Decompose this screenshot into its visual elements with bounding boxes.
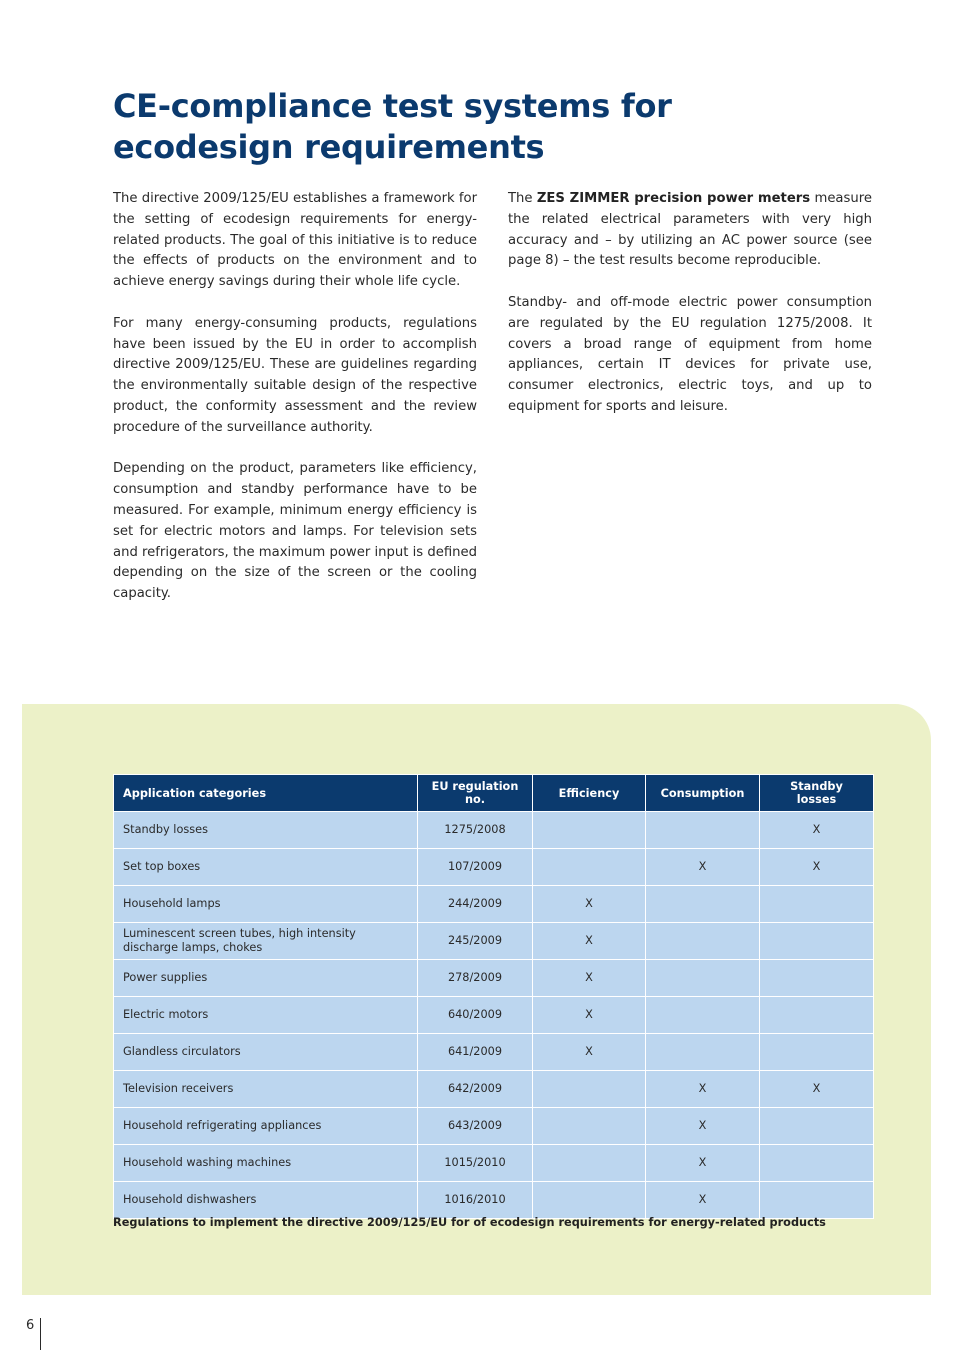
consumption-cell bbox=[646, 812, 760, 849]
regulations-paragraph: For many energy-consuming products, regulations have been issued by the EU in order to accomplish directive 2009/125/EU. These are guidelines regarding the environmentally suitable design of the respective product, the conformity assessment and the review procedure of the surveillance authority. bbox=[113, 315, 477, 435]
standby-cell bbox=[760, 1182, 874, 1219]
category-cell: Set top boxes bbox=[114, 849, 418, 886]
efficiency-cell: X bbox=[533, 960, 646, 997]
efficiency-cell: X bbox=[533, 886, 646, 923]
consumption-cell bbox=[646, 960, 760, 997]
consumption-cell: X bbox=[646, 1145, 760, 1182]
regulation-cell: 640/2009 bbox=[418, 997, 533, 1034]
category-cell: Power supplies bbox=[114, 960, 418, 997]
regulation-cell: 244/2009 bbox=[418, 886, 533, 923]
efficiency-cell: X bbox=[533, 1034, 646, 1071]
product-name: ZES ZIMMER precision power meters bbox=[536, 191, 811, 206]
standby-cell: X bbox=[760, 812, 874, 849]
table-header-row bbox=[114, 775, 874, 812]
table-row bbox=[114, 1182, 874, 1219]
efficiency-cell bbox=[533, 1108, 646, 1145]
table-caption: Regulations to implement the directive 2009/125/EU for of ecodesign requirements for energy-related products bbox=[113, 1216, 826, 1229]
table-row bbox=[114, 1145, 874, 1182]
table-row bbox=[114, 886, 874, 923]
power-meters-rest: measure the related electrical parameters with very high accuracy and – by utilizing an AC power source (see page 8) – the test results become reproducible. bbox=[508, 191, 872, 269]
regulations-table bbox=[113, 774, 874, 1219]
page-title: CE-compliance test systems for ecodesign requirements bbox=[113, 87, 672, 166]
table-row bbox=[114, 812, 874, 849]
power-meters-prefix: The bbox=[508, 191, 537, 206]
consumption-cell: X bbox=[646, 1071, 760, 1108]
header-standby-losses: Standby losses bbox=[760, 775, 874, 812]
category-cell: Standby losses bbox=[114, 812, 418, 849]
standby-cell bbox=[760, 1034, 874, 1071]
standby-cell bbox=[760, 886, 874, 923]
consumption-cell bbox=[646, 997, 760, 1034]
header-consumption: Consumption bbox=[646, 775, 760, 812]
category-cell: Electric motors bbox=[114, 997, 418, 1034]
category-cell: Household lamps bbox=[114, 886, 418, 923]
header-application-categories: Application categories bbox=[114, 775, 418, 812]
standby-cell: X bbox=[760, 1071, 874, 1108]
regulation-cell: 1016/2010 bbox=[418, 1182, 533, 1219]
regulation-cell: 642/2009 bbox=[418, 1071, 533, 1108]
page-number-divider bbox=[40, 1318, 41, 1350]
standby-cell bbox=[760, 960, 874, 997]
standby-cell bbox=[760, 1108, 874, 1145]
category-cell: Luminescent screen tubes, high intensity discharge lamps, chokes bbox=[114, 923, 418, 960]
power-meters-paragraph bbox=[508, 189, 872, 272]
category-cell: Household dishwashers bbox=[114, 1182, 418, 1219]
parameters-paragraph: Depending on the product, parameters like efficiency, consumption and standby performance have to be measured. For example, minimum energy efficiency is set for electric motors and lamps. For television sets and refrigerators, the maximum power input is defined depending on the size of the screen or the cooling capacity. bbox=[113, 461, 477, 602]
header-efficiency: Efficiency bbox=[533, 775, 646, 812]
efficiency-cell: X bbox=[533, 997, 646, 1034]
table-row bbox=[114, 923, 874, 960]
standby-cell bbox=[760, 1145, 874, 1182]
right-text-column bbox=[508, 189, 872, 439]
efficiency-cell bbox=[533, 849, 646, 886]
regulation-cell: 278/2009 bbox=[418, 960, 533, 997]
standby-cell bbox=[760, 997, 874, 1034]
standby-cell bbox=[760, 923, 874, 960]
category-cell: Television receivers bbox=[114, 1071, 418, 1108]
header-eu-regulation: EU regulation no. bbox=[418, 775, 533, 812]
efficiency-cell bbox=[533, 1071, 646, 1108]
standby-paragraph: Standby- and off-mode electric power consumption are regulated by the EU regulation 1275/2008. It covers a broad range of equipment from home appliances, certain IT devices for private use, consumer electronics, electric toys, and up to equipment for sports and leisure. bbox=[508, 294, 872, 414]
standby-cell: X bbox=[760, 849, 874, 886]
category-cell: Glandless circulators bbox=[114, 1034, 418, 1071]
efficiency-cell: X bbox=[533, 923, 646, 960]
efficiency-cell bbox=[533, 1145, 646, 1182]
regulation-cell: 1015/2010 bbox=[418, 1145, 533, 1182]
table-row bbox=[114, 960, 874, 997]
regulation-cell: 107/2009 bbox=[418, 849, 533, 886]
table-row bbox=[114, 1071, 874, 1108]
consumption-cell: X bbox=[646, 1108, 760, 1145]
table-row bbox=[114, 849, 874, 886]
intro-paragraph: The directive 2009/125/EU establishes a framework for the setting of ecodesign requirements for energy-related products. The goal of this initiative is to reduce the effects of products on the environment and to achieve energy savings during their whole life cycle. bbox=[113, 191, 477, 290]
consumption-cell bbox=[646, 923, 760, 960]
table-row bbox=[114, 997, 874, 1034]
regulation-cell: 1275/2008 bbox=[418, 812, 533, 849]
efficiency-cell bbox=[533, 1182, 646, 1219]
table-row bbox=[114, 1108, 874, 1145]
efficiency-cell bbox=[533, 812, 646, 849]
left-text-column bbox=[113, 189, 477, 626]
table-row bbox=[114, 1034, 874, 1071]
page-number: 6 bbox=[26, 1318, 35, 1333]
category-cell: Household washing machines bbox=[114, 1145, 418, 1182]
category-cell: Household refrigerating appliances bbox=[114, 1108, 418, 1145]
regulation-cell: 245/2009 bbox=[418, 923, 533, 960]
consumption-cell bbox=[646, 886, 760, 923]
regulation-cell: 643/2009 bbox=[418, 1108, 533, 1145]
consumption-cell: X bbox=[646, 1182, 760, 1219]
consumption-cell: X bbox=[646, 849, 760, 886]
consumption-cell bbox=[646, 1034, 760, 1071]
regulation-cell: 641/2009 bbox=[418, 1034, 533, 1071]
